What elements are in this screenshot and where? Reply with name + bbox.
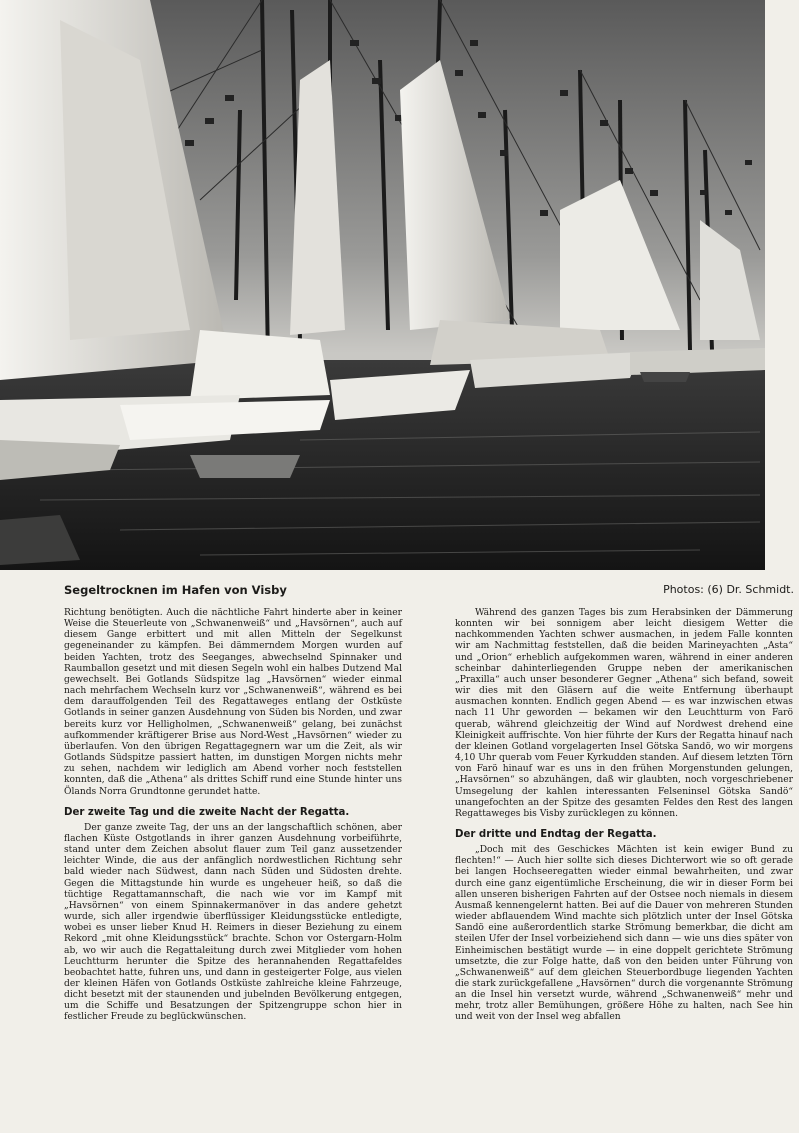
harbor-photo xyxy=(0,0,765,570)
text-column-left xyxy=(64,608,402,1024)
photo-caption: Segeltrocknen im Hafen von Visby xyxy=(64,583,287,597)
section-heading: Der zweite Tag und die zweite Nacht der Regatta. xyxy=(64,806,350,818)
text-column-right xyxy=(455,608,793,1024)
photo-credit: Photos: (6) Dr. Schmidt. xyxy=(663,583,794,596)
paragraph: Der ganze zweite Tag, der uns an der langschaftlich schönen, aber flachen Küste Ostgotlands in ihrer ganzen Ausdehnung vorbeiführte, stand unter dem Zeichen absolut flauer zum Teil ganz aussetzender leichter Winde, die aus der anfänglich nordwestlichen Richtung sehr bald wieder nach Südwest, dann nach Süden und Südosten drehte. Gegen die Mittagstunde hin wurde es ungeheuer heiß, so daß die tüchtige Regattamannschaft, die nach wie vor im Kampf mit „Havsörnen“ von einem Spinnakermanöver in das andere gehetzt wurde, sich aller irgendwie überflüssiger Kleidungsstücke entledigte, wobei es unser lieber Knud H. Reimers in dieser Beziehung zu einem Rekord „mit ohne Kleidungsstück“ brachte. Schon vor Ostergarn-Holm ab, wo wir auch die Regattaleitung durch zwei Mitglieder vom hohen Leuchtturm herunter die Spitze des herannahenden Regattafeldes beobachtet hatte, fuhren uns, und dann in gesteigerter Folge, aus vielen der kleinen Häfen von Gotlands Ostküste zahlreiche kleine Fahrzeuge, dicht besetzt mit der staunenden und jubelnden Bevölkerung entgegen, um die Schiffe und Besatzungen der Spitzengruppe schon hier in festlicher Freude zu beglückwünschen. xyxy=(64,822,402,1023)
paragraph: Während des ganzen Tages bis zum Herabsinken der Dämmerung konnten wir bei sonnigem aber leicht diesigem Wetter die nachkommenden Yachten schwer ausmachen, in jedem Falle konnten wir am Nachmittag feststellen, daß die beiden Marineyachten „Asta“ und „Orion“ erheblich aufgekommen waren, während in einer anderen scheinbar dahinterliegenden Gruppe neben der amerikanischen „Praxilla“ auch unser besonderer Gegner „Athena“ sich befand, soweit wir dies mit den Gläsern auf die weite Entfernung überhaupt ausmachen konnten. Endlich gegen Abend — es war inzwischen etwas nach 11 Uhr geworden — bekamen wir den Leuchtturm von Farö querab, während gleichzeitig der Wind auf Nordwest drehend eine Kleinigkeit auffrischte. Von hier führte der Kurs der Regatta hinauf nach der kleinen Gotland vorgelagerten Insel Götska Sandö, wo wir morgens 4,10 Uhr querab vom Feuer Kyrkudden standen. Auf diesem letzten Törn von Farö hinauf war es uns in den frühen Morgenstunden gelungen, „Havsörnen“ so abzuhängen, daß wir glaubten, noch vorgeschriebener Umsegelung der kahlen interessanten Felseninsel Götska Sandö“ unangefochten an der Spitze des gesamten Feldes den Rest des langen Regattaweges bis Visby zurücklegen zu können. xyxy=(455,608,793,819)
paragraph: „Doch mit des Geschickes Mächten ist kein ewiger Bund zu flechten!“ — Auch hier sollte sich dieses Dichterwort wie so oft gerade bei langen Hochseeregatten wieder einmal bewahrheiten, und zwar durch eine ganz eigentümliche Erscheinung, die wir in dieser Form bei allen unseren bisherigen Fahrten auf der Ostsee noch niemals in diesem Ausmaß kennengelernt hatten. Bei auf die Dauer von mehreren Stunden wieder abflauendem Wind machte sich plötzlich unter der Insel Götska Sandö eine außerordentlich starke Strömung bemerkbar, die dicht am steilen Ufer der Insel vorbeiziehend sich dann — wie uns dies später von Einheimischen bestätigt wurde — in eine doppelt gerichtete Strömung umsetzte, die zur Folge hatte, daß von den beiden unter Führung von „Schwanenweiß“ auf dem gleichen Steuerbordbuge liegenden Yachten die stark zurückgefallene „Havsörnen“ durch die vorgenannte Strömung an die Insel hin versetzt wurde, während „Schwanenweiß“ mehr und mehr, trotz aller Bemühungen, größere Höhe zu halten, nach See hin und weit von der Insel weg abfallen xyxy=(455,845,793,1023)
paragraph: Richtung benötigten. Auch die nächtliche Fahrt hinderte aber in keiner Weise die Steuerleute von „Schwanenweiß“ und „Havsörnen“, auch auf diesem Gange erbittert und mit allen Mitteln der Segelkunst gegeneinander zu kämpfen. Bei dämmerndem Morgen wurden auf beiden Yachten, trotz des Seeganges, abwechselnd Spinnaker und Raumballon gesetzt und mit diesen Segeln wohl ein halbes Dutzend Mal gewechselt. Bei Gotlands Südspitze lag „Havsörnen“ wieder einmal nach mehrfachem Wechseln kurz vor „Schwanenweiß“, während es bei dem darauffolgenden Teil des Regattaweges entlang der Ostküste Gotlands in seiner ganzen Ausdehnung von Süden bis Norden, und zwar bereits kurz vor Helligholmen, „Schwanenweiß“ gelang, bei zunächst aufkommender kräftigerer Brise aus Nord-West „Havsörnen“ wieder zu überlaufen. Von den übrigen Regattagegnern war um die Zeit, als wir Gotlands Südspitze passiert hatten, im dunstigen Morgen nichts mehr zu sehen, nachdem wir lediglich am Abend vorher noch feststellen konnten, daß die „Athena“ als drittes Schiff rund eine Stunde hinter uns Ölands Norra Grundtonne gerundet hatte. xyxy=(64,608,402,797)
caption-row xyxy=(64,583,794,601)
sailing-yachts-photo-icon xyxy=(0,0,765,570)
section-heading: Der dritte und Endtag der Regatta. xyxy=(455,828,657,840)
